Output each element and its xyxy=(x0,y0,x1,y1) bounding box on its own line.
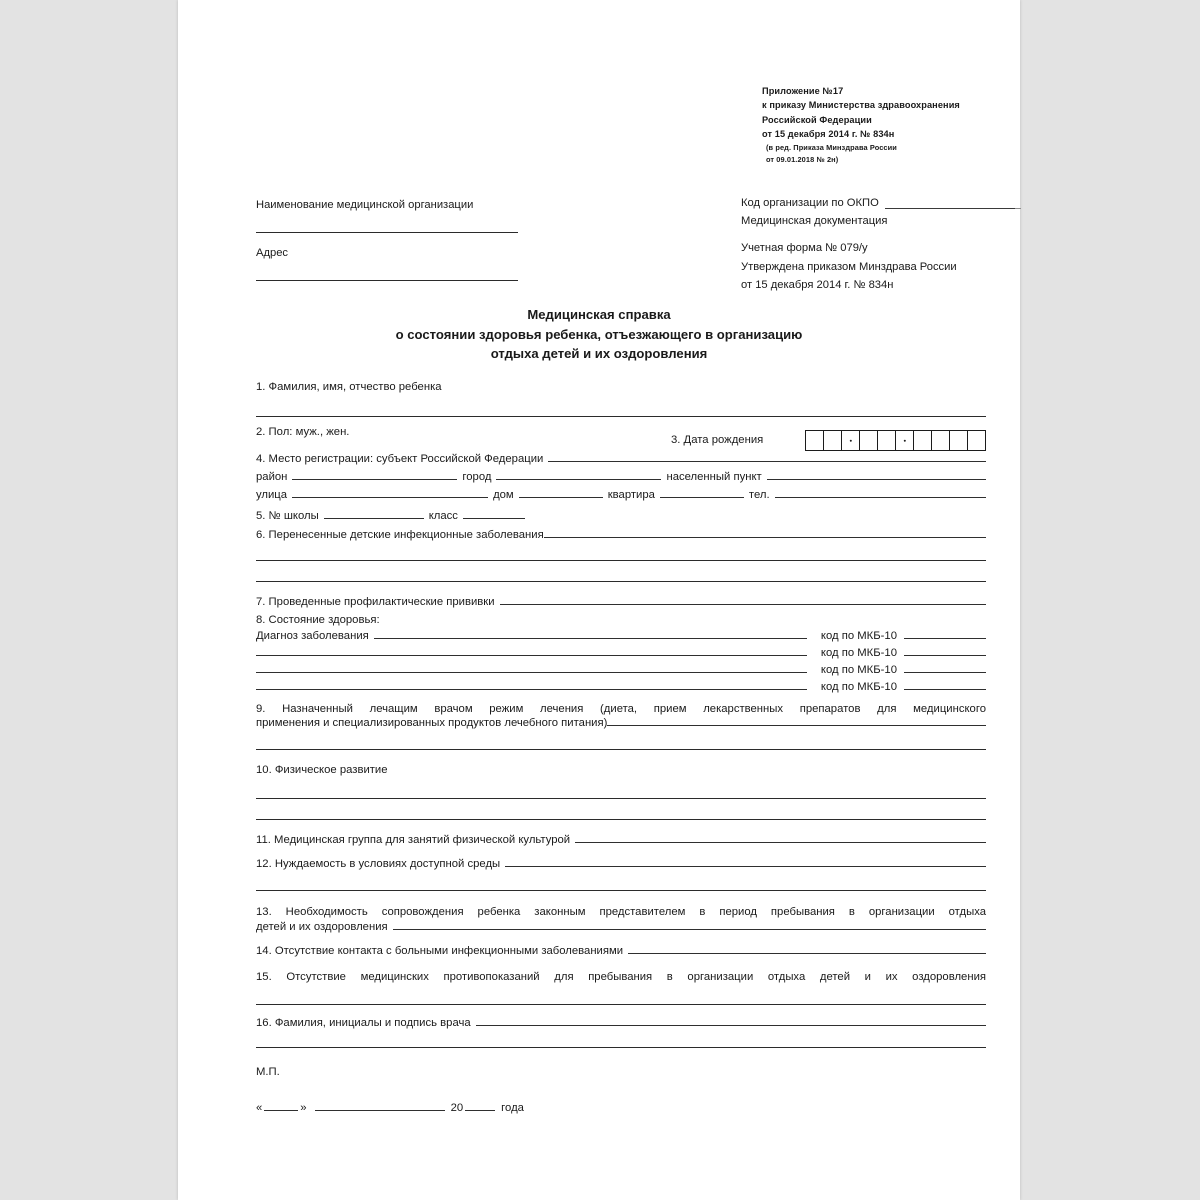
dob-cell-y4[interactable] xyxy=(968,431,985,450)
field-2-label: 2. Пол: муж., жен. xyxy=(256,426,350,438)
field-7-input-line[interactable] xyxy=(500,603,986,605)
organization-address-label: Адрес xyxy=(256,247,289,259)
okpo-field[interactable] xyxy=(885,207,1021,209)
field-6-input-line-1[interactable] xyxy=(544,536,986,538)
dob-cell-y2[interactable] xyxy=(932,431,950,450)
field-12-row xyxy=(256,858,986,870)
field-1-label: 1. Фамилия, имя, отчество ребенка xyxy=(256,381,442,393)
dob-cell-m2[interactable] xyxy=(878,431,896,450)
year-suffix: года xyxy=(501,1102,524,1115)
field-9-input-line-2[interactable] xyxy=(256,748,986,750)
title-line-2: о состоянии здоровья ребенка, отъезжающего в организацию xyxy=(395,326,803,342)
field-13-label-line-2: детей и их оздоровления xyxy=(256,920,388,933)
field-7-row xyxy=(256,596,986,608)
field-8-mkb-label-1: код по МКБ-10 xyxy=(820,630,897,642)
field-4-subject-input[interactable] xyxy=(548,460,986,462)
organization-block xyxy=(256,198,528,281)
field-12-label: 12. Нуждаемость в условиях доступной среды xyxy=(256,858,501,871)
field-4-city-label: город xyxy=(462,471,492,483)
organization-name-field[interactable] xyxy=(256,212,518,233)
field-8-diagnosis-row-4 xyxy=(256,681,986,693)
dob-cell-d1[interactable] xyxy=(806,431,824,450)
field-4-row xyxy=(256,453,986,465)
field-8-diagnosis-label: Диагноз заболевания xyxy=(256,630,369,642)
field-8-mkb-input-4[interactable] xyxy=(904,688,986,690)
field-2-3-row xyxy=(256,426,986,448)
field-4-phone-label: тел. xyxy=(748,489,770,501)
document-sheet xyxy=(178,0,1020,1200)
field-8-label: 8. Состояние здоровья: xyxy=(256,614,380,626)
field-8-mkb-label-3: код по МКБ-10 xyxy=(820,664,897,676)
field-4-street-row xyxy=(256,489,986,501)
field-1-row xyxy=(256,381,986,417)
field-7-label: 7. Проведенные профилактические прививки xyxy=(256,596,495,608)
amendment-line-2: от 09.01.2018 № 2н) xyxy=(766,154,839,164)
appendix-line-2: к приказу Министерства здравоохранения xyxy=(762,100,960,111)
field-8-mkb-label-4: код по МКБ-10 xyxy=(820,681,897,693)
okpo-label: Код организации по ОКПО xyxy=(741,197,879,209)
amendment-line-1: (в ред. Приказа Минздрава России xyxy=(766,142,897,152)
field-4-city-input[interactable] xyxy=(496,478,661,480)
stamp-place-label: М.П. xyxy=(256,1066,280,1079)
field-8-diagnosis-row-1 xyxy=(256,630,986,642)
field-13-row xyxy=(256,904,986,932)
appendix-line-1: Приложение №17 xyxy=(762,86,844,96)
field-16-label: 16. Фамилия, инициалы и подпись врача xyxy=(256,1017,471,1030)
field-11-row xyxy=(256,834,986,846)
field-16-input-line-1[interactable] xyxy=(476,1024,986,1026)
field-8-mkb-input-2[interactable] xyxy=(904,654,986,656)
page-title xyxy=(240,305,958,364)
dob-separator-2 xyxy=(896,431,914,450)
field-5-row xyxy=(256,510,986,522)
signature-date-row xyxy=(256,1102,986,1114)
field-4-district-label: район xyxy=(256,471,288,483)
field-12-input-line[interactable] xyxy=(505,865,986,867)
year-input[interactable] xyxy=(465,1109,495,1111)
quote-close: » xyxy=(300,1102,307,1115)
title-line-3: отдыха детей и их оздоровления xyxy=(490,346,708,361)
field-14-input-line[interactable] xyxy=(628,952,986,954)
field-8-diagnosis-input-3[interactable] xyxy=(256,671,807,673)
field-4-flat-label: квартира xyxy=(607,489,655,501)
field-8-mkb-input-1[interactable] xyxy=(904,637,986,639)
field-11-input-line[interactable] xyxy=(575,841,986,843)
field-3-label: 3. Дата рождения xyxy=(671,434,764,446)
field-16-input-line-2[interactable] xyxy=(256,1046,986,1048)
date-of-birth-cells[interactable] xyxy=(805,430,986,451)
field-15-input-line[interactable] xyxy=(256,1003,986,1005)
field-8-diagnosis-row-2 xyxy=(256,647,986,659)
field-14-label: 14. Отсутствие контакта с больными инфекционными заболеваниями xyxy=(256,944,624,957)
organization-address-field[interactable] xyxy=(256,260,518,281)
field-4-house-input[interactable] xyxy=(519,496,603,498)
field-9-row xyxy=(256,701,986,729)
quote-open: « xyxy=(256,1102,263,1115)
field-4-label: 4. Место регистрации: субъект Российской Федерации xyxy=(256,453,544,465)
field-6-row xyxy=(256,529,986,541)
field-15-label: 15. Отсутствие медицинских противопоказаний для пребывания в организации отдыха детей и их оздоровления xyxy=(256,970,986,983)
field-13-input-line[interactable] xyxy=(393,928,986,930)
field-9-input-line-1[interactable] xyxy=(607,724,986,726)
field-4-district-row xyxy=(256,471,986,483)
field-8-mkb-input-3[interactable] xyxy=(904,671,986,673)
year-prefix: 20 xyxy=(450,1102,464,1115)
month-input[interactable] xyxy=(315,1109,445,1111)
field-4-locality-label: населенный пункт xyxy=(666,471,762,483)
dob-cell-m1[interactable] xyxy=(860,431,878,450)
field-4-phone-input[interactable] xyxy=(775,496,986,498)
field-5-class-label: класс xyxy=(428,510,458,522)
dob-cell-y3[interactable] xyxy=(950,431,968,450)
form-number-label: Учетная форма № 079/у xyxy=(741,242,868,255)
field-9-label-line-1: 9. Назначенный лечащим врачом режим лечения (диета, прием лекарственных препаратов для медицинского xyxy=(256,703,986,715)
field-8-diagnosis-row-3 xyxy=(256,664,986,676)
field-4-street-input[interactable] xyxy=(292,496,488,498)
field-14-row xyxy=(256,945,986,957)
field-8-diagnosis-input-2[interactable] xyxy=(256,654,807,656)
field-16-row xyxy=(256,1017,986,1029)
field-10-input-line-2[interactable] xyxy=(256,818,986,820)
approved-by-label: Утверждена приказом Минздрава России xyxy=(741,260,957,273)
dob-cell-y1[interactable] xyxy=(914,431,932,450)
field-8-diagnosis-input-1[interactable] xyxy=(374,637,807,639)
field-12-input-line-2[interactable] xyxy=(256,889,986,891)
appendix-line-3: Российской Федерации xyxy=(762,114,872,125)
field-4-district-input[interactable] xyxy=(292,478,457,480)
approved-date-label: от 15 декабря 2014 г. № 834н xyxy=(741,278,894,291)
appendix-line-4: от 15 декабря 2014 г. № 834н xyxy=(762,129,895,140)
field-5-school-input[interactable] xyxy=(324,517,424,519)
field-6-label: 6. Перенесенные детские инфекционные заболевания xyxy=(256,529,544,541)
day-input[interactable] xyxy=(264,1109,298,1111)
appendix-header xyxy=(762,84,1022,166)
field-8-mkb-label-2: код по МКБ-10 xyxy=(820,647,897,659)
field-4-locality-input[interactable] xyxy=(767,478,986,480)
field-8-diagnosis-input-4[interactable] xyxy=(256,688,807,690)
title-line-1: Медицинская справка xyxy=(527,307,671,322)
dob-cell-d2[interactable] xyxy=(824,431,842,450)
field-5-class-input[interactable] xyxy=(463,517,525,519)
okpo-row xyxy=(741,194,1021,212)
field-4-flat-input[interactable] xyxy=(660,496,744,498)
field-13-label-line-1: 13. Необходимость сопровождения ребенка законным представителем в период пребывания в организации отдыха xyxy=(256,906,986,919)
organization-name-label: Наименование медицинской организации xyxy=(256,199,474,211)
field-5-school-label: 5. № школы xyxy=(256,510,319,522)
document-identification-block xyxy=(741,194,1021,294)
field-6-input-line-3[interactable] xyxy=(256,580,986,582)
form-body xyxy=(256,381,986,1114)
field-10-label: 10. Физическое развитие xyxy=(256,764,388,777)
medical-documentation-label: Медицинская документация xyxy=(741,215,888,228)
field-1-input-line[interactable] xyxy=(256,415,986,417)
field-11-label: 11. Медицинская группа для занятий физической культурой xyxy=(256,834,571,847)
dob-separator-1 xyxy=(842,431,860,450)
field-4-street-label: улица xyxy=(256,489,288,501)
field-9-label-line-2: применения и специализированных продуктов лечебного питания) xyxy=(256,717,608,730)
field-4-house-label: дом xyxy=(493,489,514,501)
